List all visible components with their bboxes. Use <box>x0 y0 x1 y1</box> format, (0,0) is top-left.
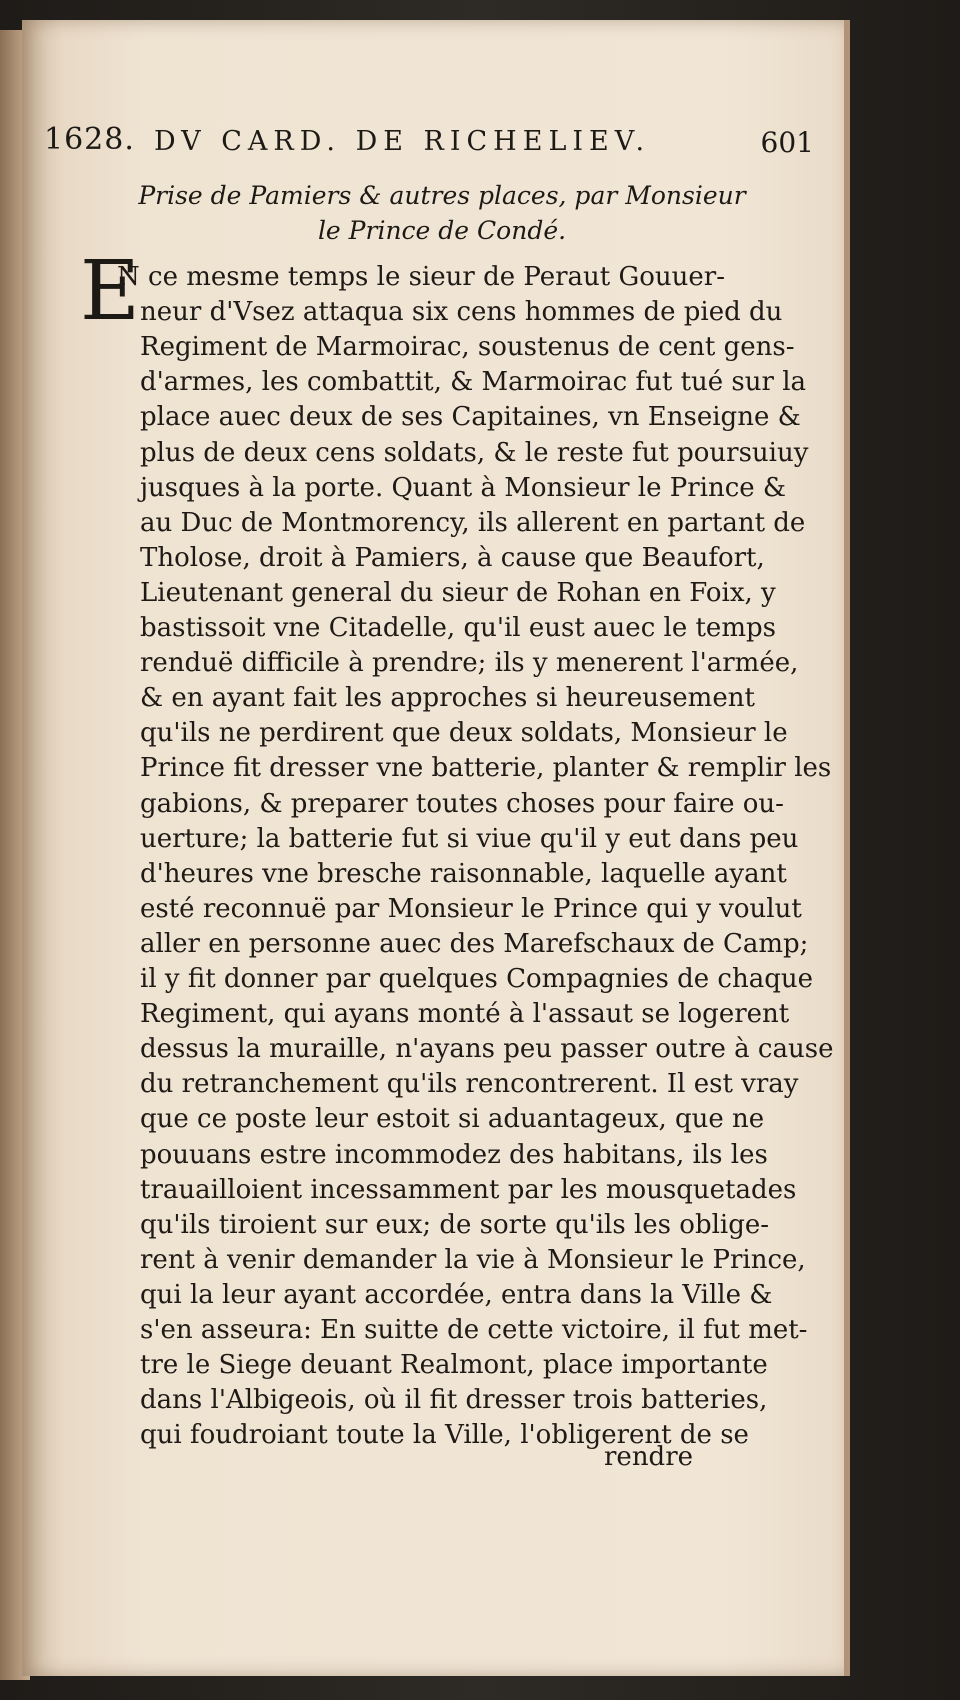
body-line: dans l'Albigeois, où il fit dresser trois batteries, <box>140 1385 768 1416</box>
body-line: esté reconnuë par Monsieur le Prince qui y voulut <box>140 893 802 924</box>
body-line: place auec deux de ses Capitaines, vn Enseigne & <box>140 402 801 433</box>
body-line: il y fit donner par quelques Compagnies de chaque <box>140 964 814 994</box>
body-line: bastissoit vne Citadelle, qu'il eust auec le temps <box>140 613 776 643</box>
body-line: uerture; la batterie fut si viue qu'il y eut dans peu <box>140 823 799 854</box>
body-line: gabions, & preparer toutes choses pour faire ou- <box>140 788 784 819</box>
body-line: qui la leur ayant accordée, entra dans la Ville & <box>140 1279 773 1310</box>
body-line: Prince fit dresser vne batterie, planter & remplir les <box>140 753 832 784</box>
body-line: N ce mesme temps le sieur de Peraut Gouuer- <box>117 262 726 292</box>
body-line: qu'ils tiroient sur eux; de sorte qu'ils les oblige- <box>140 1209 770 1240</box>
section-heading <box>82 178 802 248</box>
body-line: du retranchement qu'ils rencontrerent. Il est vray <box>140 1069 799 1100</box>
drop-cap: E <box>80 244 140 339</box>
book-page <box>22 20 850 1676</box>
running-title: DV CARD. DE RICHELIEV. <box>154 126 651 157</box>
body-line: aller en personne auec des Marefschaux de Camp; <box>140 928 809 959</box>
body-line: d'heures vne bresche raisonnable, laquelle ayant <box>140 858 787 889</box>
body-line: au Duc de Montmorency, ils allerent en partant de <box>140 507 806 538</box>
body-line: dessus la muraille, n'ayans peu passer outre à cause <box>140 1034 834 1065</box>
body-line: Regiment, qui ayans monté à l'assaut se logerent <box>140 999 790 1030</box>
body-line: rent à venir demander la vie à Monsieur le Prince, <box>140 1244 806 1275</box>
page-number: 601 <box>760 126 814 159</box>
page-header <box>44 112 814 162</box>
body-line: & en ayant fait les approches si heureusement <box>140 683 755 714</box>
body-line: Regiment de Marmoirac, soustenus de cent gens- <box>140 332 795 363</box>
body-line: neur d'Vsez attaqua six cens hommes de pied du <box>140 297 783 328</box>
heading-line-2: le Prince de Condé. <box>317 216 567 245</box>
body-line: tre le Siege deuant Realmont, place importante <box>140 1350 768 1381</box>
catchword: rendre <box>604 1442 694 1472</box>
body-line: plus de deux cens soldats, & le reste fut poursuiuy <box>140 437 809 468</box>
body-line: trauailloient incessamment par les mousquetades <box>140 1174 797 1205</box>
heading-line-1: Prise de Pamiers & autres places, par Monsieur <box>138 181 746 210</box>
body-line: d'armes, les combattit, & Marmoirac fut tué sur la <box>140 367 807 398</box>
body-line: s'en asseura: En suitte de cette victoire, il fut met- <box>140 1315 808 1345</box>
body-line: renduë difficile à prendre; ils y menerent l'armée, <box>140 648 799 679</box>
body-line: qui foudroiant toute la Ville, l'obligerent de se <box>140 1420 749 1451</box>
body-line: Lieutenant general du sieur de Rohan en Foix, y <box>140 577 776 608</box>
body-line: qu'ils ne perdirent que deux soldats, Monsieur le <box>140 718 788 749</box>
body-line: jusques à la porte. Quant à Monsieur le Prince & <box>140 472 787 503</box>
body-line: pouuans estre incommodez des habitans, ils les <box>140 1139 768 1170</box>
header-year: 1628. <box>44 122 135 157</box>
body-line: Tholose, droit à Pamiers, à cause que Beaufort, <box>140 542 765 573</box>
body-line: que ce poste leur estoit si aduantageux, que ne <box>140 1104 765 1135</box>
